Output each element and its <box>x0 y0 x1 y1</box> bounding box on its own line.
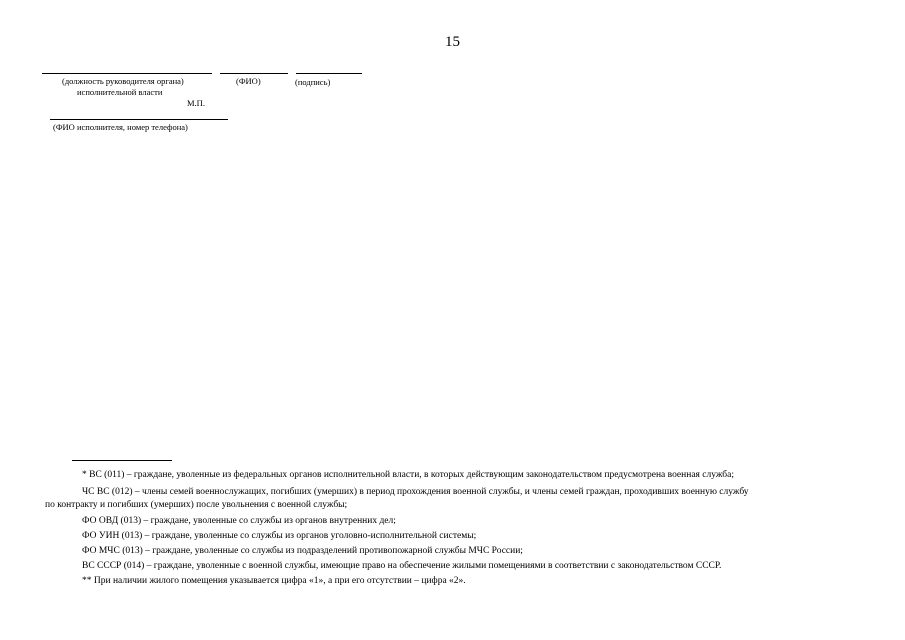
footnote-living-space: ** При наличии жилого помещения указывается цифра «1», а при его отсутствии – цифра «2». <box>82 576 466 586</box>
fio-signature-line <box>220 73 288 74</box>
footnote-separator <box>72 460 172 461</box>
executor-label: (ФИО исполнителя, номер телефона) <box>53 122 188 132</box>
footnote-fo-ovd-013: ФО ОВД (013) – граждане, уволенные со службы из органов внутренних дел; <box>82 516 396 526</box>
position-signature-line <box>42 73 212 74</box>
footnote-chs-vs-012: ЧС ВС (012) – члены семей военнослужащих, погибших (умерших) в период прохождения военной службы, и члены семей граждан, проходивших военную службу <box>82 487 749 497</box>
signature-line <box>296 73 362 74</box>
footnote-fo-mchs-013: ФО МЧС (013) – граждане, уволенные со службы из подразделений противопожарной службы МЧС России; <box>82 546 523 556</box>
footnote-chs-vs-012-cont: по контракту и погибших (умерших) после увольнения с военной службы; <box>45 500 348 510</box>
position-label: (должность руководителя органа) <box>62 76 184 86</box>
page-number: 15 <box>445 34 460 50</box>
signature-label: (подпись) <box>295 77 331 87</box>
footnote-fo-uin-013: ФО УИН (013) – граждане, уволенные со службы из органов уголовно-исполнительной системы; <box>82 531 477 541</box>
footnote-vs-sssr-014: ВС СССР (014) – граждане, уволенные с военной службы, имеющие право на обеспечение жилыми помещениями в соответствии с законодательством СССР. <box>82 561 722 571</box>
position-label-cont: исполнительной власти <box>77 87 163 97</box>
fio-label: (ФИО) <box>236 76 261 86</box>
footnote-vs-011: * ВС (011) – граждане, уволенные из федеральных органов исполнительной власти, в которых действующим законодательством предусмотрена военная служба; <box>82 470 734 480</box>
stamp-label: М.П. <box>187 98 205 108</box>
executor-line <box>50 119 228 120</box>
